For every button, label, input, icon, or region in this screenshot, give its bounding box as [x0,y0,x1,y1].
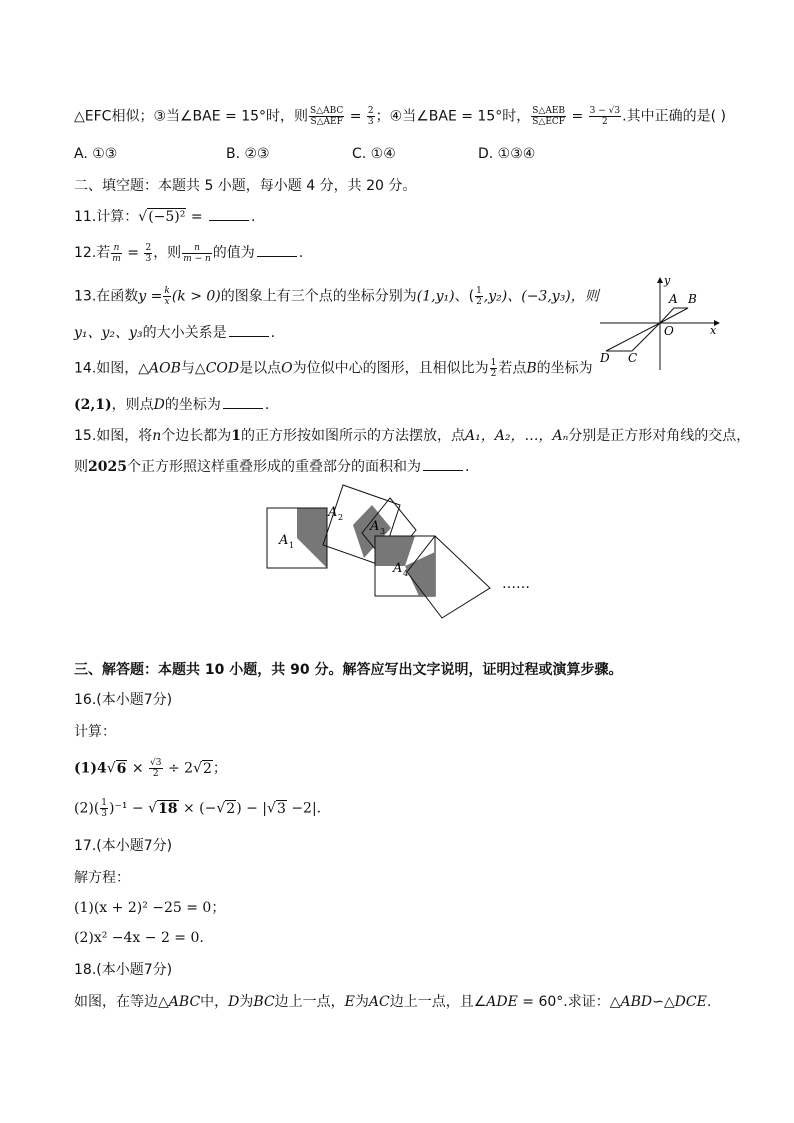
label-x: x [710,324,717,337]
section2-heading: 二、填空题：本题共 5 小题，每小题 4 分，共 20 分。 [74,178,417,194]
q11: 11.计算：√(−5)² = . [74,206,255,227]
q16-heading: 16.(本小题7分) [74,692,173,708]
q10-frac1: $\frac{\text{S△ABC}}{\text{S△AEF}}$ [310,106,344,127]
svg-text:4: 4 [403,569,409,578]
triangle-aob [660,308,688,323]
q11-radicand: (−5)² [148,209,186,225]
svg-text:A: A [393,561,403,576]
q18-text: 如图，在等边△ABC中，D为BC边上一点，E为AC边上一点，且∠ADE = 60°.求证：△ABD∽△DCE. [74,994,712,1010]
continuation-dots: …… [502,576,530,592]
svg-text:A: A [328,505,338,520]
coordinate-figure [596,274,726,374]
svg-text:3: 3 [380,527,386,536]
q14-line2: (2,1)，则点D的坐标为 . [74,394,269,415]
q16-part2: (2)( $\frac{1}{3}$ )⁻¹ − √18 × (−√2) − |√3 −2|. [74,798,322,819]
q11-answer-blank[interactable] [209,206,249,221]
q10-part1: △EFC相似；③当∠BAE = 15°时，则 [74,108,309,125]
q15-line1: 15.如图，将n个边长都为1的正方形按如图所示的方法摆放，点A₁，A₂，…，Aₙ分别是正方形对角线的交点， [74,428,751,444]
q12: 12.若 $\frac{n}{m}$ = $\frac{2}{3}$ ，则 $\frac{n}{m - n}$ 的值为 . [74,242,304,264]
q17-heading: 17.(本小题7分) [74,838,173,854]
svg-text:A: A [279,533,289,548]
label-o: O [664,324,674,338]
q17-part1: (1)(x + 2)² −25 = 0； [74,900,226,916]
q16-part1: (1)4√6 × $\frac{√3}{2}$ ÷ 2√2； [74,758,227,779]
overlap-1 [297,508,327,568]
q16-instruction: 计算： [74,724,116,740]
q18-heading: 18.(本小题7分) [74,962,173,978]
q13-line1: 13.在函数y = $\frac{k}{x}$ (k > 0)的图象上有三个点的坐标分别为(1,y₁)、( $\frac{1}{2}$ ,y₂)、(−3,y₃)，则 [74,286,599,307]
section3-heading: 三、解答题：本题共 10 小题，共 90 分。解答应写出文字说明，证明过程或演算步骤。 [74,662,623,678]
option-c[interactable]: C. ①④ [352,146,396,162]
q10-tail-line: △EFC相似；③当∠BAE = 15°时，则 $\frac{\text{S△ABC}}{\text{S△AEF}}$ = $\frac{2}{3}$ ；④当∠BAE = 15°时， $\frac{\text{S△AEB}}{\text{S△ECF}}$ = $\frac{3 - √3}{2}$ .其中正确的是( ) [74,106,726,127]
q13-line2: y₁、y₂、y₃的大小关系是 . [74,322,275,343]
label-a: A [669,292,678,306]
svg-text:2: 2 [338,513,344,522]
q14-line1: 14.如图，△AOB与△COD是以点O为位似中心的图形，且相似比为 $\frac{1}{2}$ 若点B的坐标为 [74,358,593,379]
squares-figure [262,480,502,620]
label-b: B [688,292,697,306]
q10-val1: $\frac{2}{3}$ [367,106,374,127]
option-d[interactable]: D. ①③④ [478,146,536,162]
q15-line2: 则2025个正方形照这样重叠形成的重叠部分的面积和为 . [74,456,469,477]
q13-answer-blank[interactable] [229,322,269,337]
q10-frac2: $\frac{\text{S△AEB}}{\text{S△ECF}}$ [532,106,566,127]
svg-text:1: 1 [289,541,295,550]
q17-instruction: 解方程： [74,870,130,886]
option-a[interactable]: A. ①③ [74,146,118,162]
label-d: D [600,351,610,365]
q14-answer-blank[interactable] [223,394,263,409]
q10-val2: $\frac{3 - √3}{2}$ [589,106,621,127]
label-c: C [628,351,638,365]
option-b[interactable]: B. ②③ [226,146,270,162]
q12-answer-blank[interactable] [257,242,297,257]
svg-text:A: A [370,519,380,534]
label-y: y [664,274,671,287]
q15-answer-blank[interactable] [423,456,463,471]
triangle-cod [606,323,660,351]
q17-part2: (2)x² −4x − 2 = 0. [74,930,204,946]
